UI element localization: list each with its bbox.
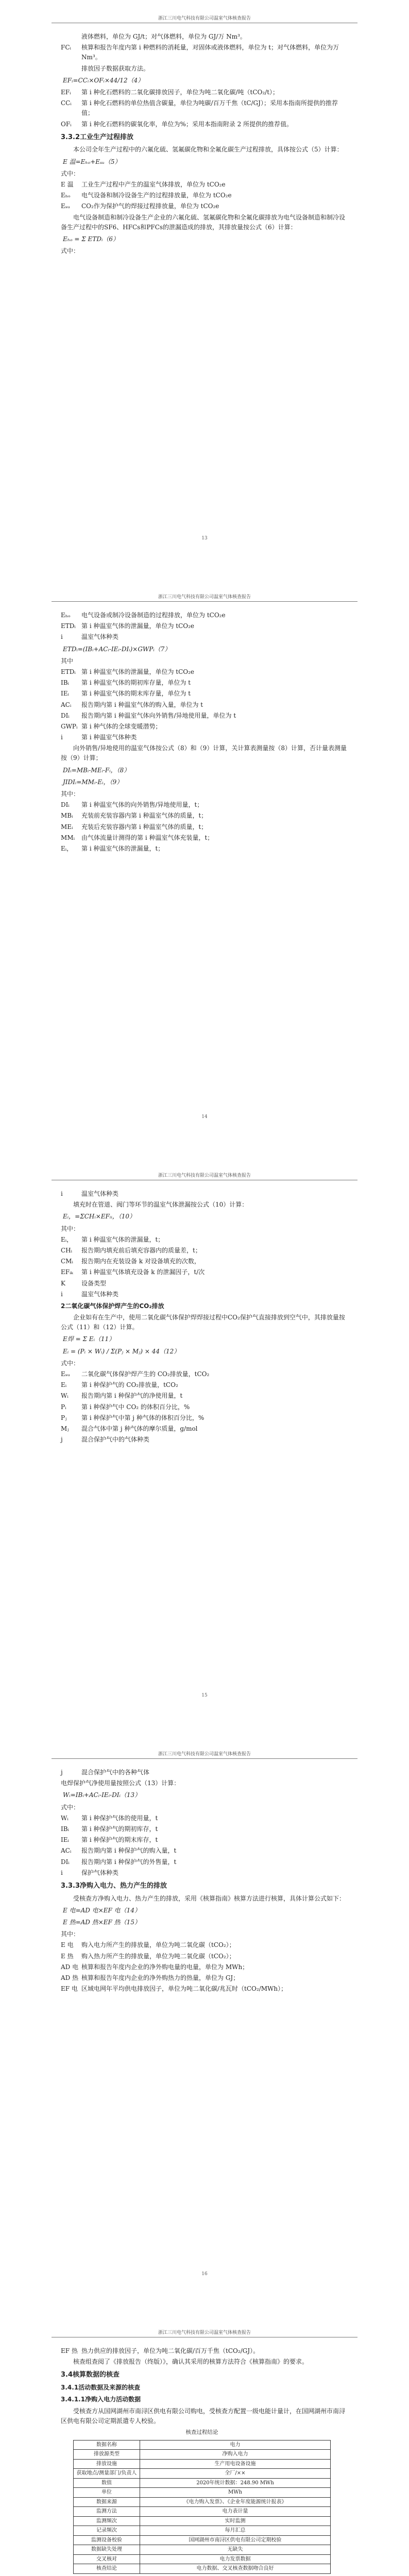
variable-symbol: i xyxy=(61,1190,63,1197)
variable-row xyxy=(61,1369,349,1379)
variable-row xyxy=(61,1962,349,1972)
variable-row xyxy=(61,733,349,742)
formula-4: EFᵢ=CCᵢ×OFᵢ×44/12（4） xyxy=(63,76,144,84)
paragraph: 填充时在管道、阀门等环节的温室气体泄漏按公式（10）计算： xyxy=(73,1201,248,1209)
subsection-heading: 2二氧化碳气体保护焊产生的CO₂排放 xyxy=(61,1302,164,1310)
variable-symbol: EF 热 xyxy=(61,2347,78,2354)
variable-list xyxy=(61,1369,349,1445)
page-4 xyxy=(0,1736,409,2314)
variable-description: 第 i 种温室气体的泄漏量，t； xyxy=(81,844,164,852)
variable-description: 保护气体种类 xyxy=(81,1869,119,1876)
variable-row xyxy=(61,800,349,810)
table-cell-label: 交叉核对 xyxy=(74,2554,140,2564)
variable-description: 第 i 种保护气的期末库存，t xyxy=(81,1836,158,1844)
variable-row xyxy=(61,722,349,732)
table-cell-value: 无缺失 xyxy=(140,2545,331,2555)
variable-symbol: E 热 xyxy=(61,1952,74,1960)
table-cell-value: 2020年统计数据：248.90 MWh xyxy=(140,2478,331,2488)
table-cell-label: 获取地点/测量部门/负责人 xyxy=(74,2469,140,2479)
variable-symbol: E 电 xyxy=(61,1941,74,1949)
variable-row xyxy=(61,191,349,200)
variable-description: 设备类型 xyxy=(81,1279,107,1287)
variable-row xyxy=(61,833,349,843)
variable-row xyxy=(61,621,349,631)
variable-row xyxy=(61,120,349,129)
variable-symbol: Eₕₒ xyxy=(61,612,71,619)
variable-row xyxy=(61,811,349,821)
table-cell-label: 监测设备校验 xyxy=(74,2535,140,2545)
variable-symbol: ACᵢ xyxy=(61,1847,72,1855)
paragraph: 企业如有在生产中，使用二氧化碳气体保护焊焊接过程中CO₂保护气直接排放到空气中，其排放量按公式（11）和（12）计算。 xyxy=(61,1314,345,1331)
page-1 xyxy=(0,0,409,579)
variable-row xyxy=(61,98,349,118)
variable-description: 报告期内填充前后填充容器内的质量差，t； xyxy=(81,1246,201,1254)
variable-row xyxy=(61,43,349,62)
variable-symbol: CMᵢ xyxy=(61,1258,73,1265)
variable-symbol: i xyxy=(61,1869,63,1876)
variable-symbol: ACᵢ xyxy=(61,701,72,708)
variable-list xyxy=(61,32,349,74)
paragraph: 向外销售/异地使用的温室气体按公式（8）和（9）计算，关计算表测量按（8）计算，否计量表测量按（9）计算； xyxy=(61,744,347,762)
variable-description: 报告期内第 i 种保护气的净使用量，t xyxy=(81,1392,183,1400)
variable-row xyxy=(61,711,349,721)
table-cell-label: 监测频次 xyxy=(74,2516,140,2526)
variable-description: 温室气体种类 xyxy=(81,1190,119,1197)
variable-symbol: EFᵢ xyxy=(61,88,71,96)
variable-symbol: K xyxy=(61,1279,65,1287)
variable-description: 第 i 种化石燃料的碳氧化率，单位为%；采用本指南附录 2 所提供的推荐值。 xyxy=(81,120,293,128)
variable-row xyxy=(61,1814,349,1823)
paragraph: 受核查方净购入电力、热力产生的排放，采用《核算指南》核算方法进行核算，具体计算公式如下： xyxy=(73,1894,346,1902)
table-cell-label: 排放设施 xyxy=(74,2459,140,2469)
variable-symbol: FCᵢ xyxy=(61,44,71,52)
variable-description: 工业生产过程中产生的温室气体排放，单位为 tCO₂e xyxy=(81,181,226,189)
section-heading: 3.4核算数据的核查 xyxy=(61,2371,120,2379)
variable-description: 购入热力所产生的排放量，单位为吨二氧化碳（tCO₂）； xyxy=(81,1952,235,1960)
variable-row xyxy=(61,1768,349,1777)
variable-description: 第 i 种温室气体的泄漏量，单位为 tCO₂e xyxy=(81,668,195,675)
variable-symbol: j xyxy=(61,1436,63,1444)
variable-symbol: Mⱼ xyxy=(61,1425,69,1432)
variable-row xyxy=(61,611,349,620)
table-cell-label: 记录频次 xyxy=(74,2526,140,2536)
variable-symbol: Wᵢ xyxy=(61,1392,69,1400)
page-header: 浙江三川电气科技有限公司温室气体核查报告 xyxy=(52,14,357,23)
variable-description: 第 i 种温室气体填充设备 k 的泄漏因子，t/次 xyxy=(81,1268,205,1276)
formula-12: Eᵢ = (Pᵢ × Wᵢ) / Σ(Pⱼ × Mⱼ) × 44（12） xyxy=(63,1347,180,1355)
variable-symbol: Pⱼ xyxy=(61,1414,67,1421)
variable-description: 充装后充装容器内第 i 种温室气体的质量，t； xyxy=(81,823,208,831)
variable-description: 二氧化碳气体保护焊产生的 CO₂排放量，tCO₂ xyxy=(81,1370,210,1378)
section-heading: 3.3.2工业生产过程排放 xyxy=(61,133,134,141)
page-body xyxy=(61,1188,349,1446)
variable-description: CO₂作为保护气的焊接过程排放量，单位为 tCO₂e xyxy=(81,202,219,210)
variable-row xyxy=(61,1257,349,1266)
variable-row xyxy=(61,844,349,854)
variable-list xyxy=(61,667,349,742)
variable-row xyxy=(61,1235,349,1245)
table-cell-label: 数据来源 xyxy=(74,2497,140,2507)
variable-description: 混合保护气中的气体种类 xyxy=(81,1436,150,1444)
page-6 xyxy=(0,2314,409,2576)
table-cell-label: 数值 xyxy=(74,2478,140,2488)
page-body xyxy=(61,609,349,855)
variable-row xyxy=(61,32,349,42)
variable-description: 报告期内在充装设备 k 对设备填充的次数， xyxy=(81,1258,200,1265)
variable-symbol: IEᵢ xyxy=(61,690,69,698)
formula-14: E 电=AD 电×EF 电（14） xyxy=(63,1906,141,1914)
formula-label: 其中 xyxy=(61,657,74,665)
variable-description: 第 i 种保护气的 CO₂排放量，tCO₂ xyxy=(81,1381,178,1389)
section-heading: 3.3.3净购入电力、热力产生的排放 xyxy=(61,1882,167,1890)
formula-7: ETDᵢ=(IBᵢ+ACᵢ-IEᵢ-DIᵢ)×GWPᵢ（7） xyxy=(63,645,171,653)
table-cell-value: 净购入电力 xyxy=(140,2450,331,2460)
table-cell-value: MWh xyxy=(140,2488,331,2498)
page-header: 浙江三川电气科技有限公司温室气体核查报告 xyxy=(52,2329,357,2337)
variable-list xyxy=(61,1235,349,1299)
formula-label: 其中： xyxy=(61,1225,80,1232)
variable-row xyxy=(61,689,349,699)
table-cell-value: 实时监测 xyxy=(140,2516,331,2526)
table-cell-value: 生产用电设备设施 xyxy=(140,2459,331,2469)
page-number: 15 xyxy=(201,1693,208,1698)
formula-label: 式中： xyxy=(61,1803,80,1811)
variable-description: 电气设备和制冷设备生产的过程排放量，单位为 tCO₂e xyxy=(81,192,232,199)
variable-description: 温室气体种类 xyxy=(81,633,119,641)
variable-row xyxy=(61,1380,349,1390)
variable-symbol: EFᵢₖ xyxy=(61,1268,73,1276)
variable-row xyxy=(61,1868,349,1878)
formula-label: 其中： xyxy=(61,1930,80,1938)
table-cell-label: 监测方法 xyxy=(74,2507,140,2517)
variable-symbol: MBᵢ xyxy=(61,812,73,820)
variable-description: 第 i 种温室气体的期初库存量，单位为 t xyxy=(81,679,191,687)
variable-symbol: i xyxy=(61,633,63,641)
variable-description: 热力供应的排放因子，单位为吨二氧化碳/百万千焦（tCO₂/GJ）。 xyxy=(81,2347,260,2354)
variable-row xyxy=(61,1857,349,1867)
variable-symbol: AD 热 xyxy=(61,1974,79,1981)
variable-symbol: i xyxy=(61,734,63,741)
table-cell-value: 电力发票数据 xyxy=(140,2554,331,2564)
variable-description: 第 i 种温室气体的期末库存量，单位为 t xyxy=(81,690,191,698)
variable-description: 核算和报告年度内企业的净外购热力的热量，单位为 GJ； xyxy=(81,1974,240,1981)
formula-5: E 温=Eₕₒ+Eₛᵤ（5） xyxy=(63,158,121,165)
table-cell-value: 《电力购入发票》、《企业年度能源统计报表》 xyxy=(140,2497,331,2507)
variable-description: 第 i 种气体的全球变暖潜势； xyxy=(81,722,162,730)
variable-row xyxy=(61,1435,349,1445)
variable-symbol: EF 电 xyxy=(61,1985,78,1993)
variable-row xyxy=(61,822,349,832)
variable-row xyxy=(61,1824,349,1834)
variable-symbol: DIᵢ xyxy=(61,801,70,809)
variable-row xyxy=(61,1424,349,1434)
variable-list xyxy=(61,1814,349,1878)
variable-list xyxy=(61,1189,349,1199)
variable-description: 第 i 种化石燃料的二氧化碳排放因子，单位为吨二氧化碳/吨（tCO₂/t）； xyxy=(81,88,279,96)
formula-label: 式中： xyxy=(61,170,80,177)
variable-list xyxy=(61,611,349,642)
formula-9: JIDIᵢ=MMᵢ-Eᵢ，（9） xyxy=(63,778,123,786)
page-3 xyxy=(0,1157,409,1736)
variable-description: 第 i 种保护气的期初库存，t xyxy=(81,1825,158,1833)
variable-symbol: Eₛᵤ xyxy=(61,1370,70,1378)
page-number: 16 xyxy=(201,2272,208,2277)
variable-row xyxy=(61,1391,349,1401)
variable-row xyxy=(61,1290,349,1299)
variable-row xyxy=(61,678,349,688)
subsection-heading: 3.4.1.1净购入电力活动数据 xyxy=(61,2396,141,2403)
variable-description: 报告期内第 i 种保护气的购入量，t xyxy=(81,1847,177,1855)
variable-symbol: MMᵢ xyxy=(61,834,75,841)
variable-symbol: j xyxy=(61,1769,63,1776)
variable-symbol: IBᵢ xyxy=(61,679,69,687)
variable-symbol: Eₛᵤ xyxy=(61,202,70,210)
variable-symbol: DIᵢ xyxy=(61,1858,70,1866)
formula-8: DIᵢ=MBᵢ-MEᵢ-Fᵢ，（8） xyxy=(63,766,130,774)
variable-symbol: Eₕₒ xyxy=(61,192,71,199)
variable-description: 报告期内第 i 种保护气的外售量，t xyxy=(81,1858,177,1866)
variable-description: 电气设备或制冷设备制造的过程排放，单位为 tCO₂e xyxy=(81,612,226,619)
variable-description: 第 i 种保护气体的使用量，t xyxy=(81,1814,158,1822)
variable-symbol: Pᵢ xyxy=(61,1403,66,1411)
page-body xyxy=(61,1767,349,1995)
variable-row xyxy=(61,1940,349,1950)
table-cell-label: 单位 xyxy=(74,2488,140,2498)
variable-symbol: i xyxy=(61,1290,63,1298)
formula-10: Eᵢ，=ΣCHᵢ×EFᵢᵢ，（10） xyxy=(63,1213,136,1221)
formula-13: Wᵢ=IBᵢ+ACᵢ-IEᵢ-DIᵢ（13） xyxy=(63,1791,141,1799)
page-header: 浙江三川电气科技有限公司温室气体核查报告 xyxy=(52,1750,357,1759)
variable-symbol: ETDᵢ xyxy=(61,622,76,630)
table-cell-label: 数据缺失处理 xyxy=(74,2545,140,2555)
page-number: 13 xyxy=(201,536,208,541)
variable-row xyxy=(61,88,349,97)
table-caption: 核查过程结论 xyxy=(185,2429,218,2435)
variable-list xyxy=(61,1940,349,1994)
variable-description: 混合保护气中的各种气体 xyxy=(81,1769,150,1776)
formula-6: Eₕₒ = Σ ETDᵢ（6） xyxy=(63,235,119,243)
variable-row xyxy=(61,201,349,211)
variable-row xyxy=(61,1952,349,1961)
page-body xyxy=(61,31,349,257)
variable-description: 混合气体中第 j 种气体的摩尔质量，g/mol xyxy=(81,1425,198,1432)
variable-list xyxy=(61,180,349,212)
subsection-heading: 3.4.1活动数据及来源的核查 xyxy=(61,2384,141,2392)
variable-description: 液体燃料，单位为 GJ/t；对气体燃料，单位为 GJ/万 Nm³。 xyxy=(81,33,246,40)
variable-symbol: CCᵢ xyxy=(61,99,72,107)
variable-symbol: E 温 xyxy=(61,181,74,189)
table-cell-label: 排放源类型 xyxy=(74,2450,140,2460)
variable-description: 区域电网年平均供电排放因子，单位为吨二氧化碳/兆瓦时（tCO₂/MWh）； xyxy=(81,1985,287,1993)
variable-description: 第 i 种温室气体种类 xyxy=(81,734,137,741)
text-line: 电焊保护气净使用量按照公式（13）计算： xyxy=(61,1780,180,1787)
formula-label: 其中： xyxy=(61,790,80,798)
variable-description: 第 i 种温室气体的向外销售/异地使用量，t； xyxy=(81,801,203,809)
variable-symbol: CHᵢ xyxy=(61,1246,73,1254)
variable-row xyxy=(61,632,349,642)
page-2 xyxy=(0,579,409,1157)
variable-description: 排放因子数据获取方法。 xyxy=(81,64,150,72)
table-cell-value: 电力表计量 xyxy=(140,2507,331,2517)
variable-symbol: Eᵢ， xyxy=(61,1235,73,1243)
variable-row xyxy=(61,1279,349,1289)
variable-row xyxy=(61,1984,349,1994)
variable-description: 充装前充装容器内第 i 种温室气体的质量，t； xyxy=(81,812,208,820)
variable-symbol: AD 电 xyxy=(61,1963,79,1971)
variable-row xyxy=(61,1413,349,1423)
variable-symbol: Eᵢ， xyxy=(61,844,73,852)
table-cell-label: 数据名称 xyxy=(74,2440,140,2450)
variable-description: 第 i 种温室气体的泄漏量，单位为 tCO₂e xyxy=(81,622,195,630)
variable-row xyxy=(61,1189,349,1199)
variable-row xyxy=(61,180,349,190)
variable-row xyxy=(61,667,349,677)
page-header: 浙江三川电气科技有限公司温室气体核查报告 xyxy=(52,593,357,602)
paragraph: 电气设备制造和制冷设备生产企业的六氟化硫、氢氟碳化物和全氟化碳排放为电气设备制造和制冷设备生产过程中的SF6、HFCs和PFCs的泄漏造成的排放，其排放量按公式（6）计算： xyxy=(61,213,346,231)
variable-symbol: GWPᵢ xyxy=(61,722,78,730)
variable-description: 第 i 种保护气中 CO₂ 的体积百分比，% xyxy=(81,1403,190,1411)
variable-description: 报告期内第 i 种温室气体的购入量，单位为 t xyxy=(81,701,203,708)
variable-description: 第 i 种温室气体的泄漏量，t； xyxy=(81,1235,164,1243)
variable-row xyxy=(61,1267,349,1277)
variable-symbol: MEᵢ xyxy=(61,823,73,831)
variable-row xyxy=(61,1846,349,1856)
table-cell-value: 电力 xyxy=(140,2440,331,2450)
variable-row xyxy=(61,64,349,74)
variable-row xyxy=(61,1973,349,1983)
variable-description: 由气体流量计测得的第 i 种温室气体充装量，t； xyxy=(81,834,214,841)
formula-15: E 热=AD 热×EF 热（15） xyxy=(63,1919,141,1926)
variable-symbol: IEᵢ xyxy=(61,1836,69,1844)
variable-description: 报告期内第 i 种温室气体向外销售/异地使用量，单位为 t xyxy=(81,711,236,719)
table-cell-value: 电力数据、交叉核查数据吻合良好 xyxy=(140,2564,331,2574)
paragraph: 核查组查阅了《排放报告（终版）》，确认其采用的核算方法符合《核算指南》的要求。 xyxy=(73,2358,309,2366)
page-number: 14 xyxy=(201,1114,208,1120)
formula-11: E焊 = Σ Eᵢ（11） xyxy=(63,1335,115,1343)
variable-row xyxy=(61,1835,349,1845)
formula-label: 式中： xyxy=(61,247,80,255)
variable-description: 第 i 种保护气中第 j 种气体的体积百分比，% xyxy=(81,1414,204,1421)
table-cell-value: 全厂/×× xyxy=(140,2469,331,2479)
variable-list xyxy=(61,1768,349,1777)
variable-description: 第 i 种化石燃料的单位热值含碳量，单位为吨碳/百万千焦（tC/GJ）；采用本指南所提供的推荐值； xyxy=(81,99,338,117)
variable-symbol: Wᵢ xyxy=(61,1814,69,1822)
variable-symbol: DIᵢ xyxy=(61,711,70,719)
formula-label: 式中： xyxy=(61,1359,80,1367)
variable-symbol: IBᵢ xyxy=(61,1825,69,1833)
variable-description: 核算和报告年度内第 i 种燃料的消耗量，对固体或液体燃料，单位为 t；对气体燃料，单位为万 Nm³。 xyxy=(81,44,339,61)
variable-description: 购入电力所产生的排放量，单位为吨二氧化碳（tCO₂）； xyxy=(81,1941,235,1949)
variable-symbol: ETDᵢ xyxy=(61,668,76,675)
page-header: 浙江三川电气科技有限公司温室气体核查报告 xyxy=(52,1172,357,1180)
variable-description: 温室气体种类 xyxy=(81,1290,119,1298)
variable-description: 核算和报告年度内企业的净外购电量的电量，单位为 MWh； xyxy=(81,1963,249,1971)
table-cell-value: 国网湖州市南浔区供电有限公司定期校验 xyxy=(140,2535,331,2545)
variable-row xyxy=(61,1246,349,1256)
paragraph: 受核查方从国网湖州市南浔区供电有限公司购电，受核查方配置一级电能计量计，在国网湖州市南浔区供电有限公司定期派遣专人校验。 xyxy=(61,2407,346,2425)
paragraph: 本公司全年生产过程中的六氟化硫、氢氟碳化物和全氟化碳生产过程排放，具体按公式（5）计算： xyxy=(73,146,343,154)
table-cell-value: 每月汇总 xyxy=(140,2526,331,2536)
variable-list xyxy=(61,88,349,129)
variable-symbol: Eᵢ xyxy=(61,1381,67,1389)
variable-symbol: OFᵢ xyxy=(61,120,72,128)
table-cell-label: 核查结论 xyxy=(74,2564,140,2574)
variable-list xyxy=(61,800,349,854)
variable-row xyxy=(61,700,349,710)
variable-row xyxy=(61,1402,349,1412)
